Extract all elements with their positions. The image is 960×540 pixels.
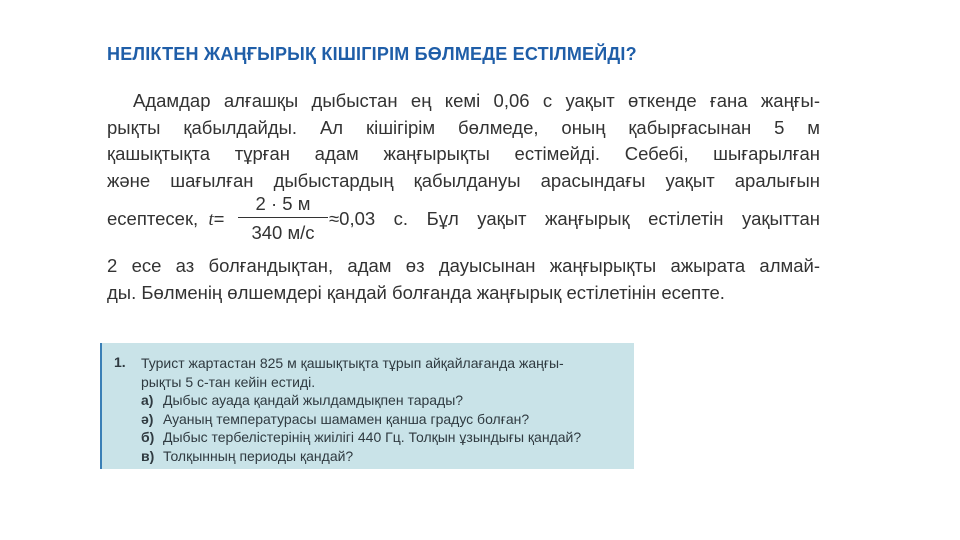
formula-line	[107, 191, 820, 249]
paragraph-top	[107, 88, 820, 194]
paragraph-bottom	[107, 253, 820, 306]
fraction-numerator: 2 · 5 м	[238, 191, 328, 218]
paragraph-line: қашықтықта тұрған адам жаңғырықты естімейді. Себебі, шығарылған	[107, 143, 820, 164]
fraction-denominator: 340 м/с	[251, 222, 315, 243]
paragraph-line: 2 есе аз болғандықтан, адам өз дауысынан жаңғырықты ажырата алмай-	[107, 255, 820, 276]
paragraph-line: Адамдар алғашқы дыбыстан ең кемі 0,06 с уақыт өткенде ғана жаңғы-	[133, 90, 820, 111]
question-text: Толқынның периоды қандай?	[163, 447, 354, 464]
section-heading: НЕЛІКТЕН ЖАҢҒЫРЫҚ КІШІГІРІМ БӨЛМЕДЕ ЕСТІЛМЕЙДІ?	[107, 44, 637, 64]
formula-variable: t	[208, 210, 214, 230]
question-letter: ә)	[141, 410, 154, 427]
question-text: Ауаның температурасы шамамен қанша градус болған?	[163, 410, 530, 427]
question-letter: в)	[141, 447, 155, 464]
task-question	[141, 428, 621, 447]
task-text-line: рықты 5 с-тан кейін естиді.	[141, 373, 316, 390]
formula-tail: ≈0,03 с. Бұл уақыт жаңғырық естілетін уақыттан	[329, 208, 820, 229]
task-text-line: Турист жартастан 825 м қашықтықта тұрып айқайлағанда жаңғы-	[141, 355, 564, 371]
paragraph-line: рықты қабылдайды. Ал кішігірім бөлмеде, оның қабырғасынан 5 м	[107, 116, 820, 138]
question-letter: б)	[141, 429, 155, 445]
question-text: Дыбыс тербелістерінің жиілігі 440 Гц. Толқын ұзындығы қандай?	[163, 429, 582, 445]
task-box	[100, 343, 634, 469]
task-question	[141, 447, 621, 466]
formula-lead-text: есептесек,	[107, 208, 199, 229]
question-letter: а)	[141, 392, 154, 408]
paragraph-line: ды. Бөлменің өлшемдері қандай болғанда жаңғырық естілетінін есепте.	[107, 281, 725, 303]
formula-lead	[107, 208, 224, 231]
formula-equals: =	[213, 208, 225, 229]
task-question	[141, 410, 621, 429]
paragraph-line: және шағылған дыбыстардың қабылдануы арасындағы уақыт аралығын	[107, 169, 820, 191]
question-text: Дыбыс ауада қандай жылдамдықпен тарады?	[163, 392, 464, 408]
formula-fraction	[238, 191, 328, 246]
task-question	[141, 391, 621, 410]
task-number: 1.	[114, 354, 126, 370]
task-body	[141, 354, 621, 465]
